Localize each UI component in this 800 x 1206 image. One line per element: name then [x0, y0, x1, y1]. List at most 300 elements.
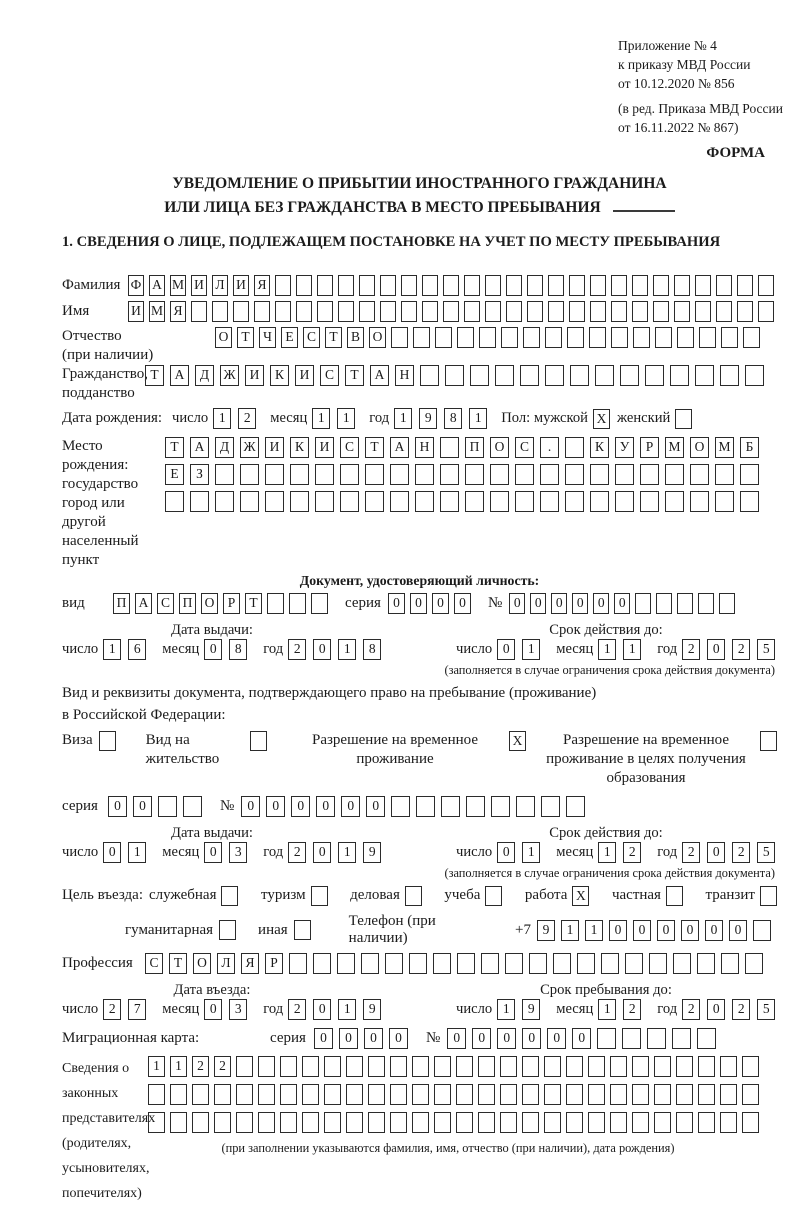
char-cell[interactable]: И [233, 275, 249, 296]
char-cell[interactable] [654, 1112, 671, 1133]
char-cell[interactable]: 2 [682, 842, 700, 863]
char-cell[interactable]: Т [237, 327, 254, 348]
char-cell[interactable]: 0 [133, 796, 152, 817]
char-cell[interactable] [267, 593, 284, 614]
char-cell[interactable]: С [157, 593, 174, 614]
char-cell[interactable] [548, 301, 564, 322]
char-cell[interactable] [435, 327, 452, 348]
char-cell[interactable]: 0 [410, 593, 427, 614]
char-cell[interactable] [654, 1056, 671, 1077]
char-cell[interactable] [324, 1112, 341, 1133]
char-cell[interactable]: А [135, 593, 152, 614]
char-cell[interactable] [466, 796, 485, 817]
char-cell[interactable] [565, 437, 584, 458]
char-cell[interactable]: М [170, 275, 186, 296]
profession-cells[interactable] [145, 953, 769, 974]
char-cell[interactable]: 0 [313, 842, 331, 863]
char-cell[interactable]: 2 [288, 639, 306, 660]
char-cell[interactable]: У [615, 437, 634, 458]
temp-residence-edu-checkbox[interactable] [760, 731, 777, 751]
char-cell[interactable]: Ж [240, 437, 259, 458]
char-cell[interactable] [527, 301, 543, 322]
char-cell[interactable] [665, 464, 684, 485]
char-cell[interactable]: 6 [128, 639, 146, 660]
char-cell[interactable]: 2 [192, 1056, 209, 1077]
char-cell[interactable]: И [315, 437, 334, 458]
char-cell[interactable]: 0 [729, 920, 747, 941]
char-cell[interactable]: 2 [288, 999, 306, 1020]
char-cell[interactable]: 0 [432, 593, 449, 614]
char-cell[interactable]: 0 [364, 1028, 383, 1049]
char-cell[interactable] [653, 301, 669, 322]
char-cell[interactable] [610, 1112, 627, 1133]
char-cell[interactable] [516, 796, 535, 817]
char-cell[interactable]: 1 [598, 999, 616, 1020]
char-cell[interactable] [632, 1056, 649, 1077]
char-cell[interactable]: 0 [705, 920, 723, 941]
char-cell[interactable] [737, 275, 753, 296]
char-cell[interactable]: 0 [204, 842, 222, 863]
char-cell[interactable] [615, 491, 634, 512]
entry-year-cells[interactable] [288, 999, 388, 1020]
char-cell[interactable]: М [149, 301, 165, 322]
char-cell[interactable] [697, 953, 715, 974]
char-cell[interactable] [742, 1084, 759, 1105]
char-cell[interactable] [478, 1056, 495, 1077]
char-cell[interactable]: 3 [229, 842, 247, 863]
char-cell[interactable] [670, 365, 689, 386]
char-cell[interactable] [478, 1112, 495, 1133]
surname-cells[interactable] [128, 275, 779, 296]
char-cell[interactable]: 0 [313, 639, 331, 660]
purpose-study-checkbox[interactable] [485, 886, 502, 906]
char-cell[interactable]: С [515, 437, 534, 458]
char-cell[interactable] [506, 301, 522, 322]
reps-cells-row2[interactable] [148, 1084, 764, 1105]
char-cell[interactable] [470, 365, 489, 386]
char-cell[interactable]: К [270, 365, 289, 386]
char-cell[interactable] [640, 464, 659, 485]
migration-number-cells[interactable] [447, 1028, 722, 1049]
char-cell[interactable] [422, 275, 438, 296]
char-cell[interactable] [610, 1056, 627, 1077]
char-cell[interactable]: 2 [623, 842, 641, 863]
char-cell[interactable]: 5 [757, 639, 775, 660]
char-cell[interactable] [632, 275, 648, 296]
char-cell[interactable] [289, 953, 307, 974]
reps-cells-row1[interactable] [148, 1056, 764, 1077]
char-cell[interactable] [716, 301, 732, 322]
char-cell[interactable] [632, 1112, 649, 1133]
char-cell[interactable] [753, 920, 771, 941]
char-cell[interactable]: О [369, 327, 386, 348]
char-cell[interactable] [633, 327, 650, 348]
char-cell[interactable]: 0 [707, 999, 725, 1020]
char-cell[interactable]: 0 [707, 842, 725, 863]
char-cell[interactable] [672, 1028, 691, 1049]
char-cell[interactable] [457, 953, 475, 974]
char-cell[interactable] [501, 327, 518, 348]
char-cell[interactable] [390, 1112, 407, 1133]
char-cell[interactable]: Я [170, 301, 186, 322]
char-cell[interactable]: С [303, 327, 320, 348]
char-cell[interactable] [544, 1056, 561, 1077]
char-cell[interactable]: 0 [266, 796, 285, 817]
char-cell[interactable]: А [190, 437, 209, 458]
char-cell[interactable] [485, 275, 501, 296]
char-cell[interactable] [302, 1056, 319, 1077]
doc-valid-day-cells[interactable] [497, 639, 547, 660]
char-cell[interactable]: Б [740, 437, 759, 458]
char-cell[interactable] [632, 301, 648, 322]
birth-place-cells-row2[interactable] [165, 464, 765, 485]
char-cell[interactable] [415, 491, 434, 512]
char-cell[interactable] [742, 1112, 759, 1133]
reps-cells-row3[interactable] [148, 1112, 764, 1133]
char-cell[interactable]: В [347, 327, 364, 348]
citizenship-cells[interactable] [145, 365, 770, 386]
residence-issue-day-cells[interactable] [103, 842, 153, 863]
char-cell[interactable]: 2 [623, 999, 641, 1020]
char-cell[interactable] [440, 437, 459, 458]
char-cell[interactable] [745, 953, 763, 974]
birth-place-cells-row1[interactable] [165, 437, 765, 458]
visa-checkbox[interactable] [99, 731, 116, 751]
char-cell[interactable]: С [145, 953, 163, 974]
char-cell[interactable] [440, 491, 459, 512]
char-cell[interactable]: Е [165, 464, 184, 485]
char-cell[interactable] [522, 1084, 539, 1105]
char-cell[interactable]: С [340, 437, 359, 458]
char-cell[interactable]: 0 [522, 1028, 541, 1049]
char-cell[interactable] [361, 953, 379, 974]
char-cell[interactable]: 1 [623, 639, 641, 660]
char-cell[interactable]: 2 [682, 639, 700, 660]
char-cell[interactable] [192, 1112, 209, 1133]
char-cell[interactable] [215, 464, 234, 485]
residence-valid-month-cells[interactable] [598, 842, 648, 863]
char-cell[interactable] [258, 1112, 275, 1133]
char-cell[interactable]: 0 [497, 639, 515, 660]
char-cell[interactable]: 1 [598, 842, 616, 863]
char-cell[interactable] [346, 1056, 363, 1077]
char-cell[interactable] [690, 491, 709, 512]
char-cell[interactable]: П [465, 437, 484, 458]
char-cell[interactable] [212, 301, 228, 322]
doc-valid-year-cells[interactable] [682, 639, 782, 660]
char-cell[interactable] [665, 491, 684, 512]
char-cell[interactable] [434, 1056, 451, 1077]
char-cell[interactable]: 1 [338, 842, 356, 863]
char-cell[interactable] [632, 1084, 649, 1105]
char-cell[interactable] [541, 796, 560, 817]
char-cell[interactable] [590, 275, 606, 296]
purpose-other-checkbox[interactable] [294, 920, 311, 940]
char-cell[interactable] [390, 1084, 407, 1105]
char-cell[interactable] [365, 464, 384, 485]
char-cell[interactable] [540, 464, 559, 485]
char-cell[interactable]: 9 [522, 999, 540, 1020]
char-cell[interactable] [464, 275, 480, 296]
char-cell[interactable]: П [113, 593, 130, 614]
char-cell[interactable]: 3 [229, 999, 247, 1020]
char-cell[interactable] [412, 1084, 429, 1105]
char-cell[interactable]: 9 [419, 408, 437, 429]
char-cell[interactable]: 5 [757, 842, 775, 863]
char-cell[interactable] [170, 1112, 187, 1133]
char-cell[interactable]: 1 [394, 408, 412, 429]
char-cell[interactable] [368, 1084, 385, 1105]
char-cell[interactable] [265, 464, 284, 485]
char-cell[interactable]: 0 [657, 920, 675, 941]
char-cell[interactable] [548, 275, 564, 296]
char-cell[interactable]: М [715, 437, 734, 458]
char-cell[interactable] [433, 953, 451, 974]
char-cell[interactable] [565, 464, 584, 485]
char-cell[interactable] [737, 301, 753, 322]
char-cell[interactable] [346, 1084, 363, 1105]
char-cell[interactable]: 0 [454, 593, 471, 614]
char-cell[interactable]: 0 [633, 920, 651, 941]
char-cell[interactable] [588, 1084, 605, 1105]
char-cell[interactable] [721, 953, 739, 974]
char-cell[interactable] [695, 275, 711, 296]
char-cell[interactable] [743, 327, 760, 348]
char-cell[interactable] [275, 275, 291, 296]
char-cell[interactable] [443, 275, 459, 296]
char-cell[interactable] [290, 491, 309, 512]
char-cell[interactable] [676, 1112, 693, 1133]
char-cell[interactable] [522, 1112, 539, 1133]
char-cell[interactable]: И [191, 275, 207, 296]
char-cell[interactable]: 0 [509, 593, 525, 614]
char-cell[interactable] [485, 301, 501, 322]
char-cell[interactable] [456, 1112, 473, 1133]
char-cell[interactable] [649, 953, 667, 974]
residence-issue-month-cells[interactable] [204, 842, 254, 863]
char-cell[interactable] [416, 796, 435, 817]
doc-type-cells[interactable] [113, 593, 333, 614]
char-cell[interactable] [214, 1084, 231, 1105]
char-cell[interactable] [280, 1056, 297, 1077]
char-cell[interactable] [465, 464, 484, 485]
doc-issue-month-cells[interactable] [204, 639, 254, 660]
char-cell[interactable]: 0 [593, 593, 609, 614]
char-cell[interactable]: Ж [220, 365, 239, 386]
char-cell[interactable]: 2 [238, 408, 256, 429]
char-cell[interactable] [368, 1056, 385, 1077]
char-cell[interactable]: О [690, 437, 709, 458]
char-cell[interactable]: Д [195, 365, 214, 386]
char-cell[interactable]: Т [365, 437, 384, 458]
char-cell[interactable] [527, 275, 543, 296]
char-cell[interactable] [340, 464, 359, 485]
char-cell[interactable] [566, 796, 585, 817]
char-cell[interactable]: 0 [291, 796, 310, 817]
char-cell[interactable]: 1 [148, 1056, 165, 1077]
char-cell[interactable]: Р [223, 593, 240, 614]
char-cell[interactable] [505, 953, 523, 974]
purpose-humanitarian-checkbox[interactable] [219, 920, 236, 940]
residence-permit-checkbox[interactable] [250, 731, 267, 751]
char-cell[interactable] [590, 464, 609, 485]
char-cell[interactable] [544, 1084, 561, 1105]
char-cell[interactable]: И [265, 437, 284, 458]
char-cell[interactable]: 0 [314, 1028, 333, 1049]
char-cell[interactable] [313, 953, 331, 974]
char-cell[interactable] [567, 327, 584, 348]
char-cell[interactable] [566, 1056, 583, 1077]
char-cell[interactable] [758, 301, 774, 322]
char-cell[interactable]: З [190, 464, 209, 485]
char-cell[interactable]: 5 [757, 999, 775, 1020]
char-cell[interactable]: Р [265, 953, 283, 974]
char-cell[interactable]: 0 [551, 593, 567, 614]
char-cell[interactable]: Л [212, 275, 228, 296]
char-cell[interactable] [698, 593, 714, 614]
char-cell[interactable]: 0 [609, 920, 627, 941]
char-cell[interactable] [544, 1112, 561, 1133]
char-cell[interactable] [611, 327, 628, 348]
char-cell[interactable] [655, 327, 672, 348]
temp-residence-checkbox[interactable]: X [509, 731, 526, 751]
char-cell[interactable] [465, 491, 484, 512]
char-cell[interactable] [434, 1112, 451, 1133]
char-cell[interactable] [676, 1056, 693, 1077]
purpose-official-checkbox[interactable] [221, 886, 238, 906]
patronymic-cells[interactable] [215, 327, 765, 348]
char-cell[interactable] [716, 275, 732, 296]
char-cell[interactable]: 1 [128, 842, 146, 863]
entry-day-cells[interactable] [103, 999, 153, 1020]
char-cell[interactable] [588, 1056, 605, 1077]
char-cell[interactable] [479, 327, 496, 348]
char-cell[interactable] [745, 365, 764, 386]
stay-day-cells[interactable] [497, 999, 547, 1020]
char-cell[interactable] [422, 301, 438, 322]
char-cell[interactable]: А [370, 365, 389, 386]
char-cell[interactable] [615, 464, 634, 485]
char-cell[interactable] [391, 796, 410, 817]
char-cell[interactable]: 0 [707, 639, 725, 660]
char-cell[interactable] [566, 1084, 583, 1105]
char-cell[interactable] [158, 796, 177, 817]
char-cell[interactable]: М [665, 437, 684, 458]
char-cell[interactable] [570, 365, 589, 386]
char-cell[interactable]: И [128, 301, 144, 322]
char-cell[interactable] [520, 365, 539, 386]
char-cell[interactable] [674, 275, 690, 296]
char-cell[interactable] [240, 464, 259, 485]
char-cell[interactable] [515, 491, 534, 512]
char-cell[interactable]: Л [217, 953, 235, 974]
char-cell[interactable] [236, 1056, 253, 1077]
char-cell[interactable]: 0 [472, 1028, 491, 1049]
char-cell[interactable]: 0 [108, 796, 127, 817]
char-cell[interactable] [315, 464, 334, 485]
char-cell[interactable]: 2 [214, 1056, 231, 1077]
char-cell[interactable] [740, 491, 759, 512]
char-cell[interactable] [569, 301, 585, 322]
char-cell[interactable]: 0 [103, 842, 121, 863]
given-name-cells[interactable] [128, 301, 779, 322]
char-cell[interactable]: 1 [312, 408, 330, 429]
char-cell[interactable]: . [540, 437, 559, 458]
char-cell[interactable] [491, 796, 510, 817]
char-cell[interactable] [445, 365, 464, 386]
char-cell[interactable] [698, 1112, 715, 1133]
char-cell[interactable] [380, 301, 396, 322]
char-cell[interactable]: 1 [337, 408, 355, 429]
char-cell[interactable] [324, 1084, 341, 1105]
char-cell[interactable] [148, 1084, 165, 1105]
char-cell[interactable] [275, 301, 291, 322]
char-cell[interactable] [720, 1084, 737, 1105]
residence-series-cells[interactable] [108, 796, 208, 817]
char-cell[interactable]: П [179, 593, 196, 614]
char-cell[interactable] [565, 491, 584, 512]
char-cell[interactable] [296, 275, 312, 296]
char-cell[interactable] [695, 365, 714, 386]
char-cell[interactable] [420, 365, 439, 386]
char-cell[interactable] [495, 365, 514, 386]
char-cell[interactable] [490, 491, 509, 512]
char-cell[interactable]: 2 [103, 999, 121, 1020]
char-cell[interactable] [464, 301, 480, 322]
char-cell[interactable] [699, 327, 716, 348]
char-cell[interactable]: 0 [447, 1028, 466, 1049]
char-cell[interactable] [254, 301, 270, 322]
char-cell[interactable] [720, 365, 739, 386]
char-cell[interactable] [481, 953, 499, 974]
residence-issue-year-cells[interactable] [288, 842, 388, 863]
char-cell[interactable] [359, 275, 375, 296]
char-cell[interactable]: К [590, 437, 609, 458]
char-cell[interactable] [415, 464, 434, 485]
char-cell[interactable]: Т [245, 593, 262, 614]
birth-month-cells[interactable] [312, 408, 362, 429]
char-cell[interactable] [346, 1112, 363, 1133]
char-cell[interactable] [289, 593, 306, 614]
char-cell[interactable] [324, 1056, 341, 1077]
char-cell[interactable] [690, 464, 709, 485]
char-cell[interactable]: О [215, 327, 232, 348]
birth-place-cells-row3[interactable] [165, 491, 765, 512]
char-cell[interactable]: 0 [530, 593, 546, 614]
char-cell[interactable] [589, 327, 606, 348]
char-cell[interactable] [695, 301, 711, 322]
migration-series-cells[interactable] [314, 1028, 414, 1049]
char-cell[interactable] [170, 1084, 187, 1105]
char-cell[interactable] [673, 953, 691, 974]
char-cell[interactable] [478, 1084, 495, 1105]
char-cell[interactable]: Ф [128, 275, 144, 296]
char-cell[interactable] [720, 1056, 737, 1077]
char-cell[interactable] [654, 1084, 671, 1105]
char-cell[interactable] [635, 593, 651, 614]
entry-month-cells[interactable] [204, 999, 254, 1020]
char-cell[interactable] [412, 1112, 429, 1133]
char-cell[interactable] [385, 953, 403, 974]
char-cell[interactable] [233, 301, 249, 322]
char-cell[interactable]: 0 [313, 999, 331, 1020]
char-cell[interactable]: 0 [366, 796, 385, 817]
char-cell[interactable]: 1 [103, 639, 121, 660]
char-cell[interactable] [545, 365, 564, 386]
char-cell[interactable] [720, 1112, 737, 1133]
char-cell[interactable] [368, 1112, 385, 1133]
char-cell[interactable] [597, 1028, 616, 1049]
